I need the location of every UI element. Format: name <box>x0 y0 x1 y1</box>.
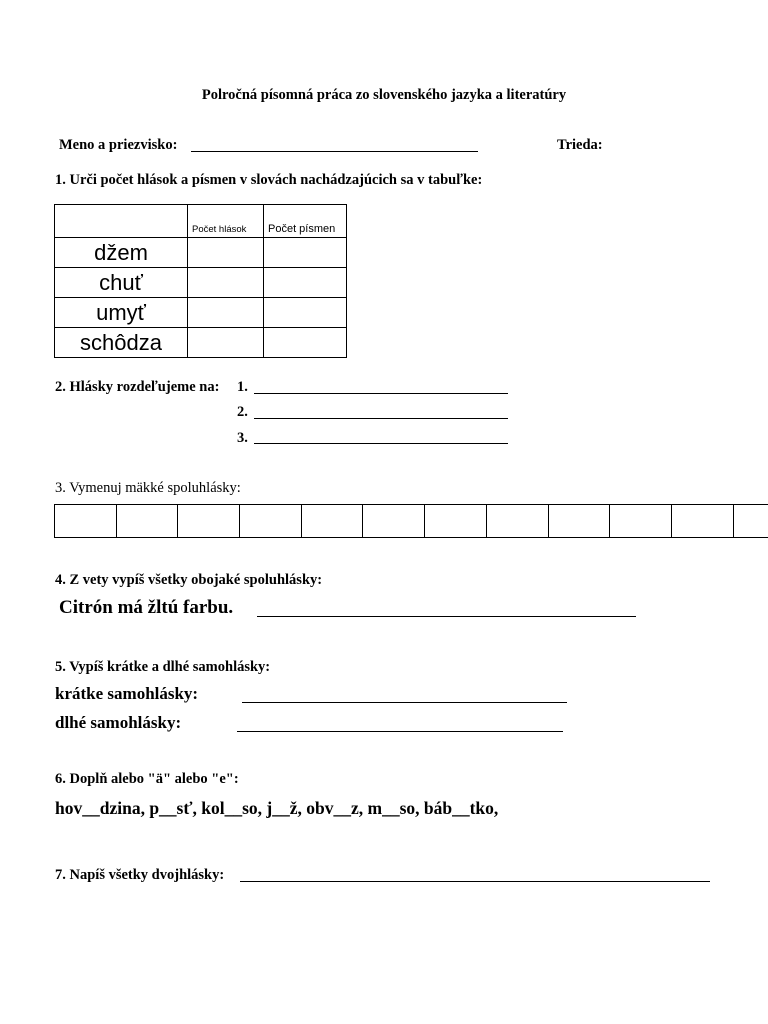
task2-answer-line[interactable] <box>254 443 508 444</box>
table-row <box>55 328 347 358</box>
class-label: Trieda: <box>557 137 603 153</box>
task3-answer-boxes <box>54 504 768 538</box>
task2-item-number: 1. <box>237 379 248 395</box>
task1-sounds-cell[interactable] <box>188 238 264 268</box>
answer-box[interactable] <box>425 505 487 537</box>
task1-header-empty <box>55 205 188 238</box>
task5-question: 5. Vypíš krátke a dlhé samohlásky: <box>55 659 271 675</box>
task1-col-letters-label: Počet písmen <box>268 223 336 235</box>
task1-word: schôdza <box>55 328 188 358</box>
task1-word: chuť <box>55 268 188 298</box>
task2-answer-line[interactable] <box>254 418 508 419</box>
answer-box[interactable] <box>734 505 768 537</box>
page-title: Polročná písomná práca zo slovenského jazyka a literatúry <box>201 87 567 103</box>
answer-box[interactable] <box>117 505 179 537</box>
task7-answer-line[interactable] <box>240 881 710 882</box>
task5-long-answer-line[interactable] <box>237 731 563 732</box>
task4-answer-line[interactable] <box>257 616 636 617</box>
answer-box[interactable] <box>178 505 240 537</box>
task5-long-label: dlhé samohlásky: <box>55 713 182 732</box>
task1-letters-cell[interactable] <box>264 268 347 298</box>
task1-letters-cell[interactable] <box>264 298 347 328</box>
task2-item-number: 3. <box>237 430 248 446</box>
task1-letters-cell[interactable] <box>264 238 347 268</box>
task1-table <box>54 204 347 358</box>
task5-short-answer-line[interactable] <box>242 702 567 703</box>
answer-box[interactable] <box>610 505 672 537</box>
task1-sounds-cell[interactable] <box>188 298 264 328</box>
task1-header-row <box>55 205 347 238</box>
task6-question: 6. Doplň alebo "ä" alebo "e": <box>55 771 239 787</box>
task4-question: 4. Z vety vypíš všetky obojaké spoluhlásky: <box>55 572 323 588</box>
task2-question: 2. Hlásky rozdeľujeme na: <box>55 379 220 395</box>
answer-box[interactable] <box>672 505 734 537</box>
task1-sounds-cell[interactable] <box>188 268 264 298</box>
task1-question: 1. Urči počet hlások a písmen v slovách nachádzajúcich sa v tabuľke: <box>55 172 483 188</box>
task3-question: 3. Vymenuj mäkké spoluhlásky: <box>55 480 241 496</box>
task2-answer-line[interactable] <box>254 393 508 394</box>
answer-box[interactable] <box>363 505 425 537</box>
answer-box[interactable] <box>55 505 117 537</box>
table-row <box>55 268 347 298</box>
task4-sentence: Citrón má žltú farbu. <box>59 597 234 618</box>
task1-word: umyť <box>55 298 188 328</box>
task1-sounds-cell[interactable] <box>188 328 264 358</box>
task5-short-label: krátke samohlásky: <box>55 684 199 703</box>
name-field[interactable] <box>191 151 478 152</box>
task1-col-sounds-label: Počet hlások <box>192 224 247 235</box>
task6-words: hov__dzina, p__sť, kol__so, j__ž, obv__z, m__so, báb__tko, <box>55 798 499 818</box>
name-label: Meno a priezvisko: <box>59 137 178 153</box>
task1-col-sounds <box>188 205 264 238</box>
table-row <box>55 238 347 268</box>
table-row <box>55 298 347 328</box>
answer-box[interactable] <box>487 505 549 537</box>
task2-item-number: 2. <box>237 404 248 420</box>
task1-col-letters <box>264 205 347 238</box>
task7-question: 7. Napíš všetky dvojhlásky: <box>55 867 225 883</box>
answer-box[interactable] <box>549 505 611 537</box>
task1-letters-cell[interactable] <box>264 328 347 358</box>
answer-box[interactable] <box>302 505 364 537</box>
task1-word: džem <box>55 238 188 268</box>
answer-box[interactable] <box>240 505 302 537</box>
